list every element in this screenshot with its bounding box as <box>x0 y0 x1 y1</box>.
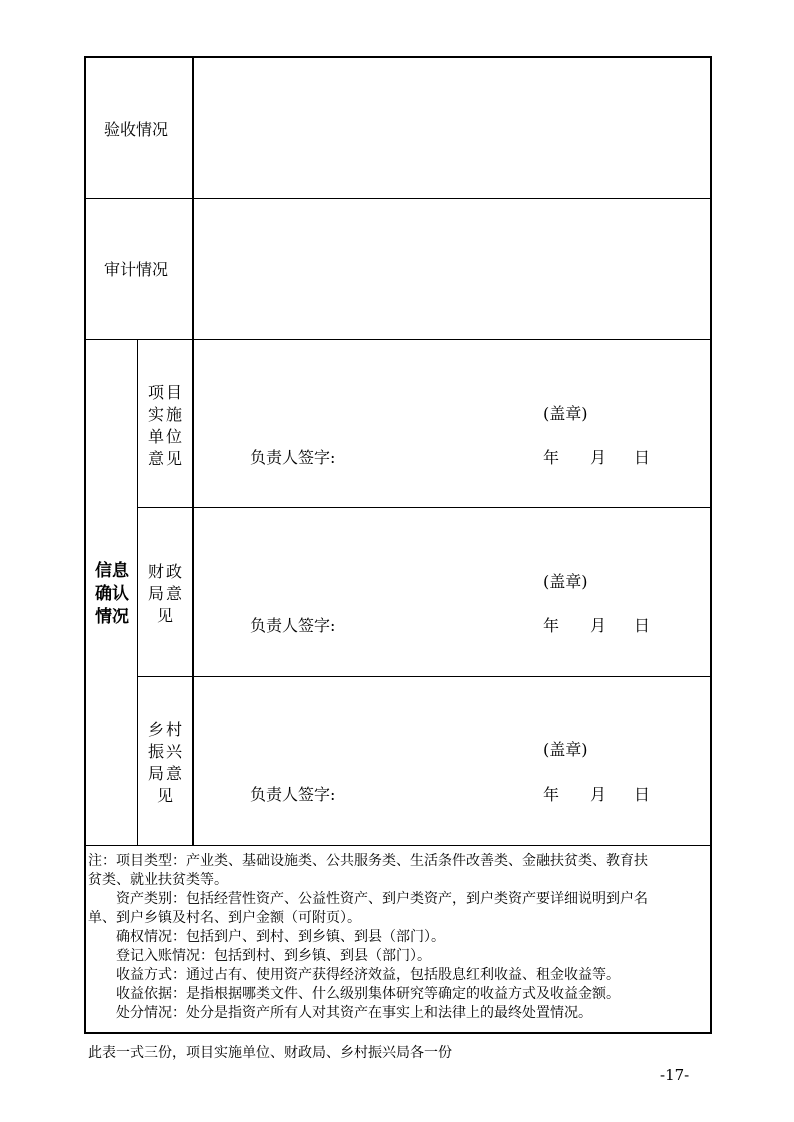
note-line: 单、到户乡镇及村名、到户金额（可附页）。 <box>88 910 361 926</box>
notes-section <box>88 852 708 1023</box>
seal-text: (盖章) <box>543 740 588 759</box>
note-line: 登记入账情况：包括到村、到乡镇、到县（部门）。 <box>116 948 431 964</box>
month-label: 月 <box>590 616 607 635</box>
note-line: 贫类、就业扶贫类等。 <box>88 872 228 888</box>
note-line: 收益方式：通过占有、使用资产获得经济效益，包括股息红利收益、租金收益等。 <box>116 967 620 983</box>
row-divider <box>84 339 712 340</box>
info-confirm-label: 信息确认情况 <box>95 561 129 627</box>
row-divider <box>138 507 712 508</box>
signature-label: 负责人签字: <box>250 785 336 804</box>
table-border-top <box>84 56 712 58</box>
opinion-label-implementing-unit: 项目实施单位意见 <box>147 383 184 468</box>
note-line: 注：项目类型：产业类、基础设施类、公共服务类、生活条件改善类、金融扶贫类、教育扶 <box>88 853 648 869</box>
table-border-right <box>710 56 712 1034</box>
day-label: 日 <box>634 448 651 467</box>
signature-label: 负责人签字: <box>250 448 336 467</box>
audit-label: 审计情况 <box>104 260 169 279</box>
column-divider <box>137 339 138 846</box>
row-divider <box>138 676 712 677</box>
opinion-label-rural-revitalization-bureau: 乡村振兴局意见 <box>147 720 184 805</box>
month-label: 月 <box>590 785 607 804</box>
year-label: 年 <box>543 785 560 804</box>
seal-text: (盖章) <box>543 404 588 423</box>
column-divider <box>192 56 194 846</box>
page-number: -17- <box>660 1066 690 1084</box>
day-label: 日 <box>634 785 651 804</box>
table-border-bottom <box>84 1032 712 1034</box>
note-line: 确权情况：包括到户、到村、到乡镇、到县（部门）。 <box>116 929 445 945</box>
year-label: 年 <box>543 616 560 635</box>
row-divider <box>84 845 712 846</box>
month-label: 月 <box>590 448 607 467</box>
acceptance-label: 验收情况 <box>104 120 169 139</box>
note-line: 处分情况：处分是指资产所有人对其资产在事实上和法律上的最终处置情况。 <box>116 1005 592 1021</box>
note-line: 资产类别：包括经营性资产、公益性资产、到户类资产，到户类资产要详细说明到户名 <box>116 891 648 907</box>
note-line: 收益依据：是指根据哪类文件、什么级别集体研究等确定的收益方式及收益金额。 <box>116 986 620 1002</box>
row-divider <box>84 198 712 199</box>
seal-text: (盖章) <box>543 572 588 591</box>
year-label: 年 <box>543 448 560 467</box>
signature-label: 负责人签字: <box>250 616 336 635</box>
table-border-left <box>84 56 86 1034</box>
opinion-label-finance-bureau: 财政局意见 <box>147 562 184 625</box>
day-label: 日 <box>634 616 651 635</box>
copies-note: 此表一式三份，项目实施单位、财政局、乡村振兴局各一份 <box>88 1045 452 1061</box>
